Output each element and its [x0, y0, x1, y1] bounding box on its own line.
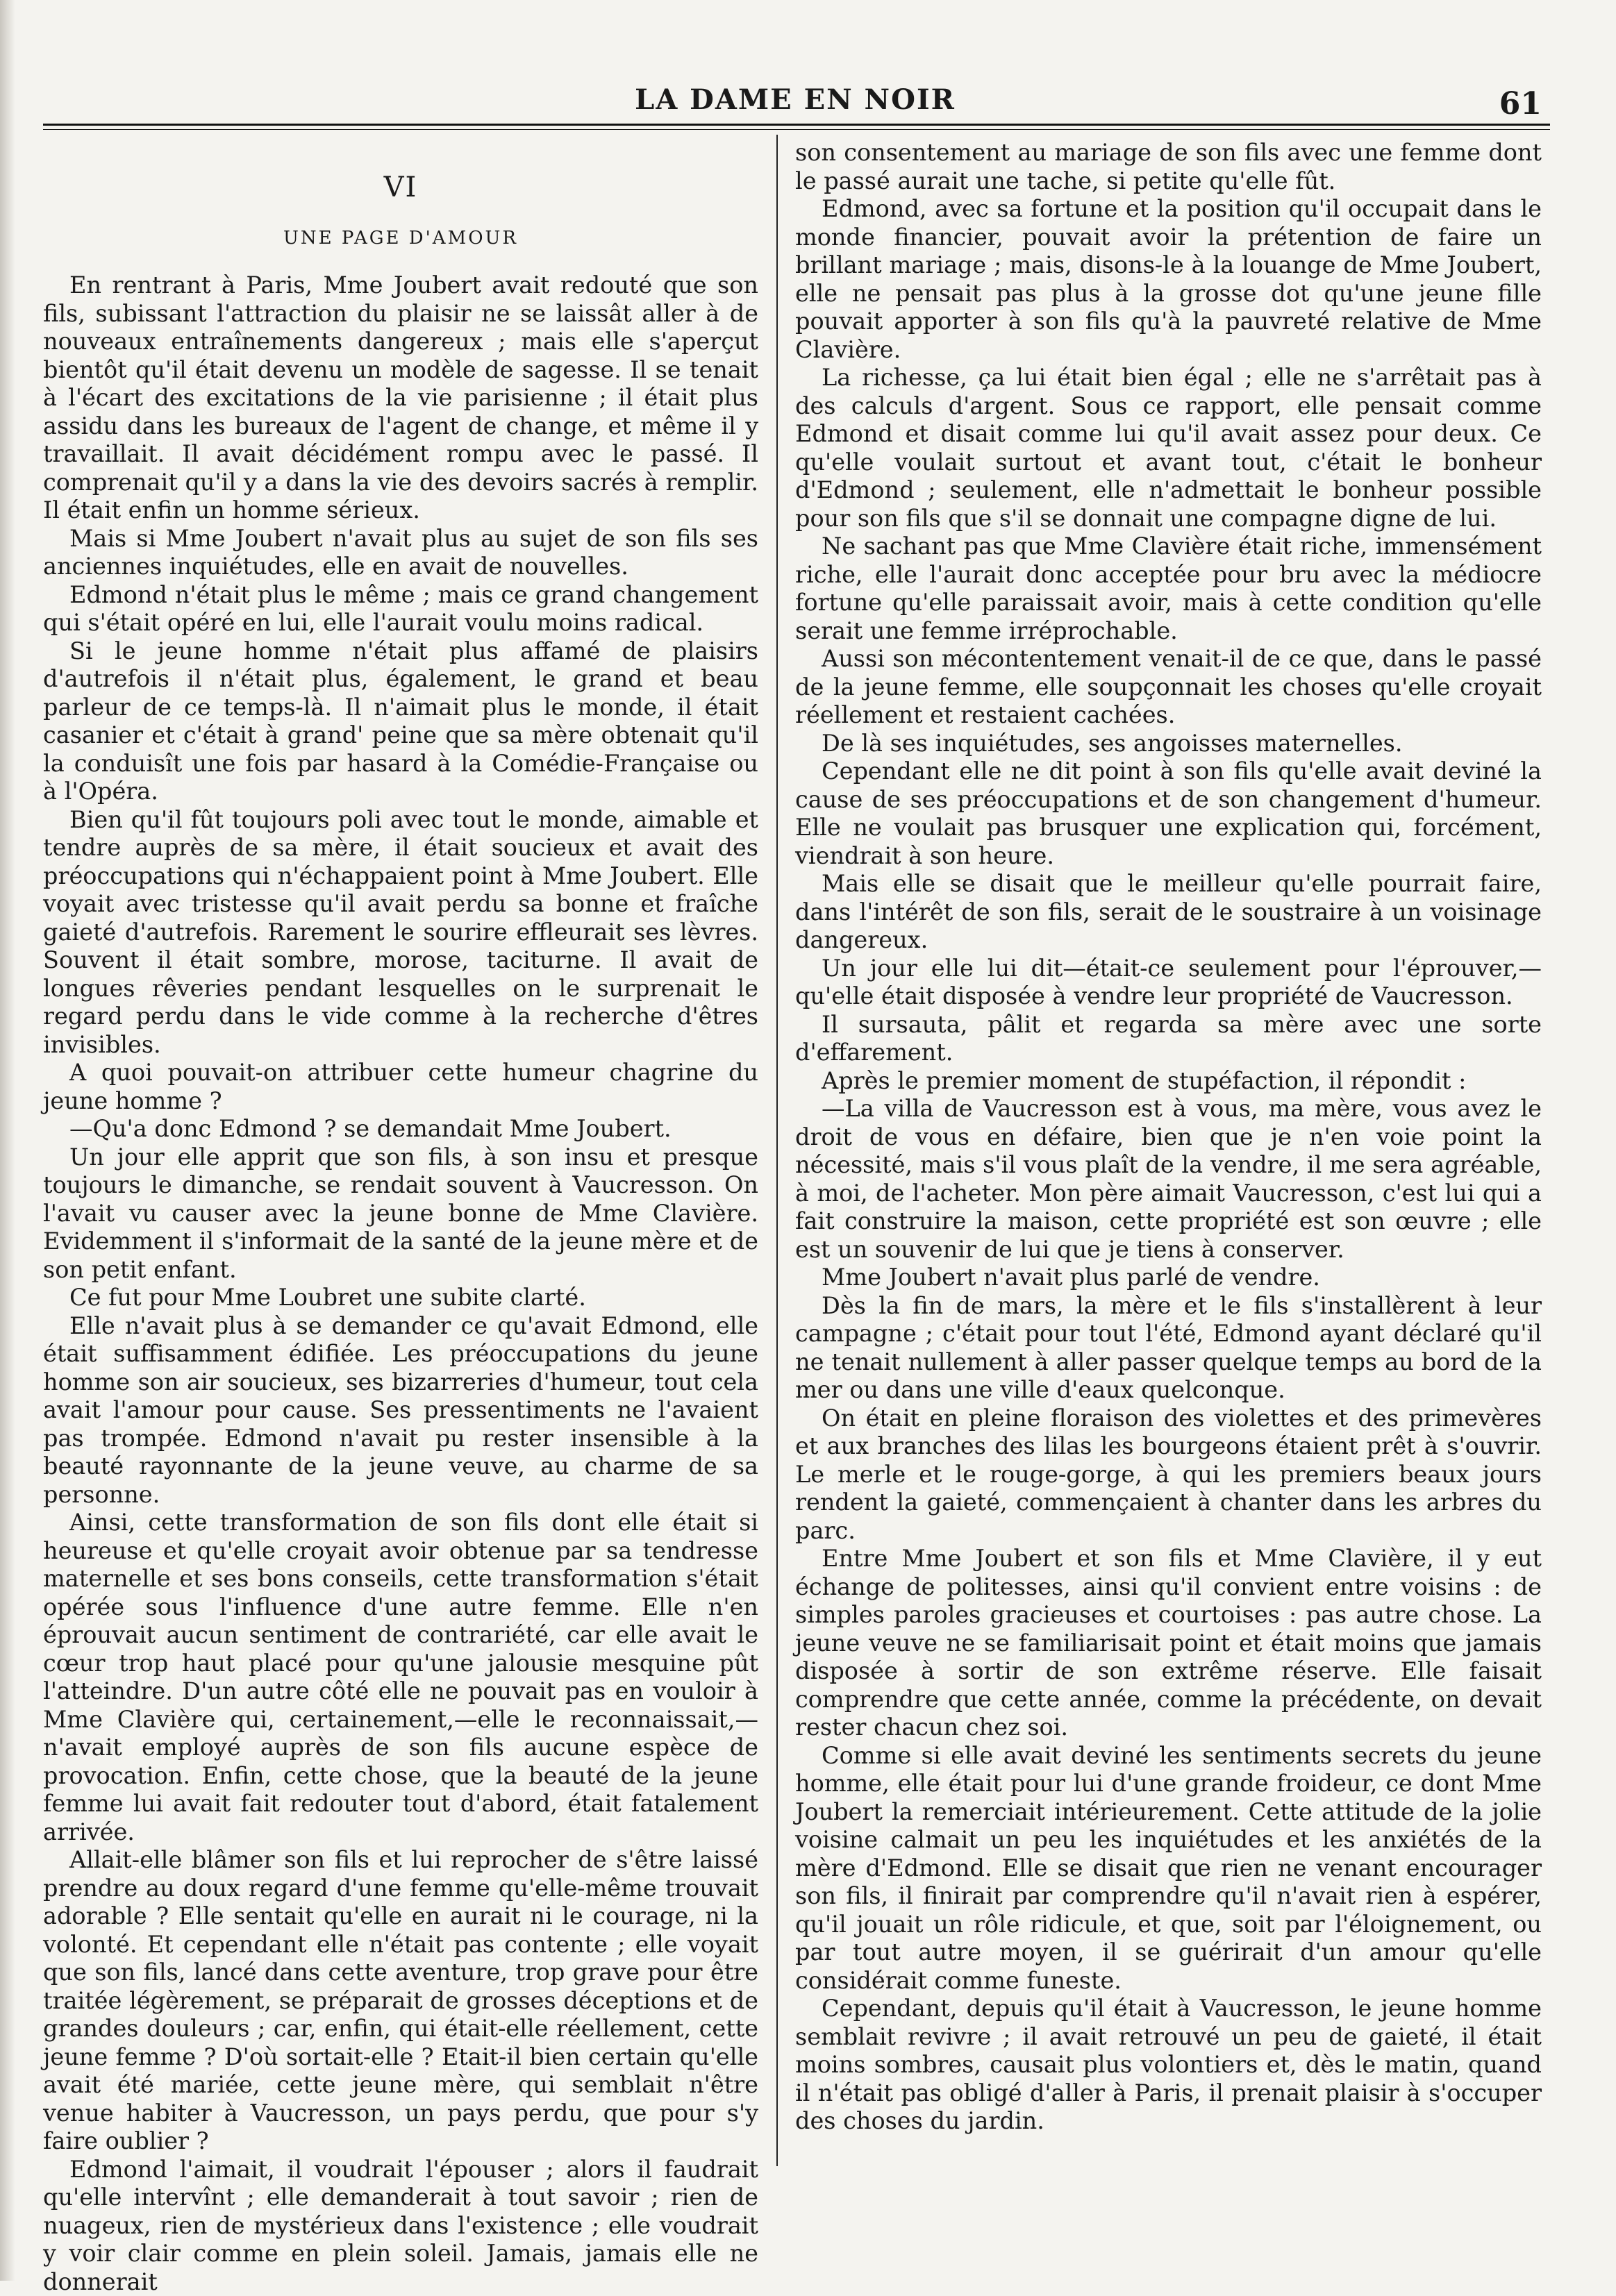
page-header	[42, 82, 1549, 124]
paragraph: Si le jeune homme n'était plus affamé de plaisirs d'autrefois il n'était plus, également, le grand et beau parleur de ce temps-là. Il n'aimait plus le monde, il était casanier et c'était à grand' peine que sa mère obtenait qu'il la conduisît une fois par hasard à la Comédie-Française ou à l'Opéra.	[43, 637, 758, 806]
page-number: 61	[1499, 86, 1542, 121]
paragraph: Comme si elle avait deviné les sentiments secrets du jeune homme, elle était pour lui d'une grande froideur, ce dont Mme Joubert la remerciait intérieurement. Cette attitude de la jolie voisine calmait un peu les inquiétudes et les anxiétés de la mère d'Edmond. Elle se disait que rien ne venant encourager son fils, il finirait par comprendre qu'il n'avait rien à espérer, qu'il jouait un rôle ridicule, et que, soit par l'éloignement, ou par tout autre moyen, il se guérirait d'un amour qu'elle considérait comme funeste.	[795, 1742, 1542, 1995]
paragraph: —La villa de Vaucresson est à vous, ma mère, vous avez le droit de vous en défaire, bien que je n'en voie point la nécessité, mais s'il vous plaît de la vendre, il me sera agréable, à moi, de l'acheter. Mon père aimait Vaucresson, c'est lui qui a fait construire la maison, cette propriété est son œuvre ; elle est un souvenir de lui que je tiens à conserver.	[795, 1095, 1542, 1264]
paragraph-continued: son consentement au mariage de son fils avec une femme dont le passé aurait une tache, si petite qu'elle fût.	[795, 139, 1542, 195]
paragraph: Edmond l'aimait, il voudrait l'épouser ; alors il faudrait qu'elle intervînt ; elle demanderait à tout savoir ; rien de nuageux, rien de mystérieux dans l'existence ; elle voudrait y voir clair comme en plein soleil. Jamais, jamais elle ne donnerait	[43, 2156, 758, 2296]
paragraph: Il sursauta, pâlit et regarda sa mère avec une sorte d'effarement.	[795, 1011, 1542, 1067]
paragraph: En rentrant à Paris, Mme Joubert avait redouté que son fils, subissant l'attraction du plaisir ne se laissât aller à de nouveaux entraînements dangereux ; mais elle s'aperçut bientôt qu'il était devenu un modèle de sagesse. Il se tenait à l'écart des excitations de la vie parisienne ; il était plus assidu dans les bureaux de l'agent de change, et même il y travaillait. Il avait décidément rompu avec le passé. Il comprenait qu'il y a dans la vie des devoirs sacrés à remplir. Il était enfin un homme sérieux.	[43, 271, 758, 525]
paragraph: Cependant elle ne dit point à son fils qu'elle avait deviné la cause de ses préoccupations et de son changement d'humeur. Elle ne voulait pas brusquer une explication qui, forcément, viendrait à son heure.	[795, 757, 1542, 870]
paragraph: De là ses inquiétudes, ses angoisses maternelles.	[795, 730, 1542, 758]
left-column	[43, 139, 758, 2166]
paragraph: Elle n'avait plus à se demander ce qu'avait Edmond, elle était suffisamment édifiée. Les préoccupations du jeune homme son air soucieux, ses bizarreries d'humeur, tout cela avait l'amour pour cause. Ses pressentiments ne l'avaient pas trompée. Edmond n'avait pu rester insensible à la beauté rayonnante de la jeune veuve, au charme de sa personne.	[43, 1312, 758, 1509]
page-edge-shadow	[0, 0, 15, 2281]
paragraph: Un jour elle lui dit—était-ce seulement pour l'éprouver,—qu'elle était disposée à vendre leur propriété de Vaucresson.	[795, 955, 1542, 1011]
chapter-title: UNE PAGE D'AMOUR	[43, 224, 758, 253]
paragraph: A quoi pouvait-on attribuer cette humeur chagrine du jeune homme ?	[43, 1059, 758, 1115]
paragraph: Aussi son mécontentement venait-il de ce que, dans le passé de la jeune femme, elle soupçonnait les choses qu'elle croyait réellement et restaient cachées.	[795, 645, 1542, 730]
paragraph: Allait-elle blâmer son fils et lui reprocher de s'être laissé prendre au doux regard d'une femme qu'elle-même trouvait adorable ? Elle sentait qu'elle en aurait ni le courage, ni la volonté. Et cependant elle n'était pas contente ; elle voyait que son fils, lancé dans cette aventure, trop grave pour être traitée légèrement, se préparait de grosses déceptions et de grandes douleurs ; car, enfin, qui était-elle réellement, cette jeune femme ? D'où sortait-elle ? Etait-il bien certain qu'elle avait été mariée, cette jeune mère, qui semblait n'être venue habiter à Vaucresson, un pays perdu, que pour s'y faire oublier ?	[43, 1846, 758, 2156]
chapter-number: VI	[43, 174, 758, 202]
paragraph: Un jour elle apprit que son fils, à son insu et presque toujours le dimanche, se rendait souvent à Vaucresson. On l'avait vu causer avec la jeune bonne de Mme Clavière. Evidemment il s'informait de la santé de la jeune mère et de son petit enfant.	[43, 1143, 758, 1284]
paragraph: Mme Joubert n'avait plus parlé de vendre.	[795, 1264, 1542, 1292]
paragraph: —Qu'a donc Edmond ? se demandait Mme Joubert.	[43, 1115, 758, 1143]
paragraph: Ce fut pour Mme Loubret une subite clarté.	[43, 1284, 758, 1312]
paragraph: Après le premier moment de stupéfaction, il répondit :	[795, 1067, 1542, 1096]
header-rule-thin	[43, 129, 1550, 130]
paragraph: Edmond, avec sa fortune et la position qu'il occupait dans le monde financier, pouvait avoir la prétention de faire un brillant mariage ; mais, disons-le à la louange de Mme Joubert, elle ne pensait pas plus à la grosse dot qu'une jeune fille pouvait apporter à son fils qu'à la pauvreté relative de Mme Clavière.	[795, 195, 1542, 364]
paragraph: Ne sachant pas que Mme Clavière était riche, immensément riche, elle l'aurait donc acceptée pour bru avec la médiocre fortune qu'elle paraissait avoir, mais à cette condition qu'elle serait une femme irréprochable.	[795, 533, 1542, 645]
column-divider	[776, 135, 778, 2166]
running-title: LA DAME EN NOIR	[42, 83, 1549, 116]
paragraph: La richesse, ça lui était bien égal ; elle ne s'arrêtait pas à des calculs d'argent. Sous ce rapport, elle pensait comme Edmond et disait comme lui qu'il avait assez pour deux. Ce qu'elle voulait surtout et avant tout, c'était le bonheur d'Edmond ; seulement, elle n'admettait le bonheur possible pour son fils que s'il se donnait une compagne digne de lui.	[795, 364, 1542, 533]
header-rule	[43, 124, 1550, 126]
paragraph: Dès la fin de mars, la mère et le fils s'installèrent à leur campagne ; c'était pour tout l'été, Edmond ayant déclaré qu'il ne tenait nullement à aller passer quelque temps au bord de la mer ou dans une ville d'eaux quelconque.	[795, 1292, 1542, 1405]
paragraph: Bien qu'il fût toujours poli avec tout le monde, aimable et tendre auprès de sa mère, il était soucieux et avait des préoccupations qui n'échappaient point à Mme Joubert. Elle voyait avec tristesse qu'il avait perdu sa bonne et fraîche gaieté d'autrefois. Rarement le sourire effleurait ses lèvres. Souvent il était sombre, morose, taciturne. Il avait de longues rêveries pendant lesquelles on le surprenait le regard perdu dans le vide comme à la recherche d'êtres invisibles.	[43, 806, 758, 1059]
paragraph: Ainsi, cette transformation de son fils dont elle était si heureuse et qu'elle croyait avoir obtenue par sa tendresse maternelle et ses bons conseils, cette transformation s'était opérée sous l'influence d'une autre femme. Elle n'en éprouvait aucun sentiment de contrariété, car elle avait le cœur trop haut placé pour qu'une jalousie mesquine pût l'atteindre. D'un autre côté elle ne pouvait pas en vouloir à Mme Clavière qui, certainement,—elle le reconnaissait,—n'avait employé auprès de son fils aucune espèce de provocation. Enfin, cette chose, que la beauté de la jeune femme lui avait fait redouter tout d'abord, était fatalement arrivée.	[43, 1509, 758, 1846]
paragraph: Cependant, depuis qu'il était à Vaucresson, le jeune homme semblait revivre ; il avait retrouvé un peu de gaieté, il était moins sombres, causait plus volontiers et, dès le matin, quand il n'était pas obligé d'aller à Paris, il prenait plaisir à s'occuper des choses du jardin.	[795, 1995, 1542, 2136]
paragraph: On était en pleine floraison des violettes et des primevères et aux branches des lilas les bourgeons étaient prêt à s'ouvrir. Le merle et le rouge-gorge, à qui les premiers beaux jours rendent la gaieté, commençaient à chanter dans les arbres du parc.	[795, 1405, 1542, 1545]
paragraph: Entre Mme Joubert et son fils et Mme Clavière, il y eut échange de politesses, ainsi qu'il convient entre voisins : de simples paroles gracieuses et courtoises : pas autre chose. La jeune veuve ne se familiarisait point et était moins que jamais disposée à sortir de son extrême réserve. Elle faisait comprendre que cette année, comme la précédente, on devait rester chacun chez soi.	[795, 1545, 1542, 1742]
right-column	[795, 139, 1542, 2166]
paragraph: Mais elle se disait que le meilleur qu'elle pourrait faire, dans l'intérêt de son fils, serait de le soustraire à un voisinage dangereux.	[795, 870, 1542, 955]
paragraph: Edmond n'était plus le même ; mais ce grand changement qui s'était opéré en lui, elle l'aurait voulu moins radical.	[43, 581, 758, 637]
paragraph: Mais si Mme Joubert n'avait plus au sujet de son fils ses anciennes inquiétudes, elle en avait de nouvelles.	[43, 525, 758, 581]
